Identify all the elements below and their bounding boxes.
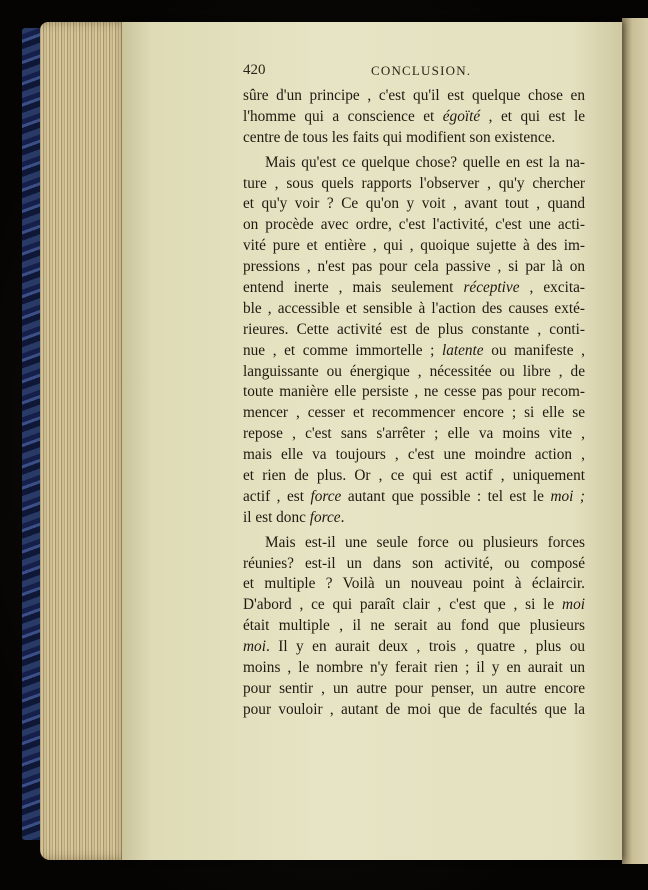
text-run: nue , et comme immortelle ; (243, 341, 442, 359)
text-run: Mais qu'est ce quelque chose? quelle en est la na- (265, 153, 585, 171)
running-title: CONCLUSION. (371, 63, 472, 78)
text-run: pressions , n'est pas pour cela passive , si par là on (243, 258, 585, 276)
text-run: l'homme qui a conscience et (243, 107, 443, 125)
text-run: ou manifeste , (483, 341, 585, 359)
text-run: ture , sous quels rapports l'observer , qu'y chercher (243, 174, 585, 192)
italic-word: moi (243, 638, 266, 656)
italic-word: égoïté (442, 107, 481, 125)
text-run: autant que possible : tel est le (341, 487, 551, 505)
text-line (243, 508, 585, 529)
text-run: on procède avec ordre, c'est l'activité, c'est une acti- (243, 216, 585, 234)
text-run: D'abord , ce qui paraît clair , c'est que , si le (243, 596, 563, 614)
text-line (243, 445, 585, 466)
italic-word: réceptive (463, 279, 520, 297)
text-run: il est donc (243, 508, 310, 526)
text-line (243, 107, 585, 128)
text-run: . (340, 508, 345, 526)
italic-word: latente (441, 341, 484, 359)
text-line (243, 637, 585, 658)
text-run: pour vouloir , autant de moi que de facultés que la (243, 700, 585, 718)
text-run: languissante ou énergique , nécessitée ou libre , de (243, 362, 585, 380)
text-run: et multiple ? Voilà un nouveau point à éclaircir. (243, 575, 585, 593)
body-text (243, 86, 585, 721)
text-run: et rien de plus. Or , ce qui est actif , uniquement (243, 467, 585, 485)
page-number: 420 (243, 62, 266, 78)
text-run: et qu'y voir ? Ce qu'on y voit , avant tout , quand (243, 195, 585, 213)
text-run: actif , est (243, 487, 311, 505)
text-run: moins , le nombre n'y ferait rien ; il y en aurait un (243, 659, 585, 677)
text-run: vité pure et entière , qui , quoique sujette à des im- (243, 237, 585, 255)
text-run: Mais est-il une seule force ou plusieurs forces (265, 533, 585, 551)
text-run: . Il y en aurait deux , trois , quatre , plus ou (265, 638, 585, 656)
italic-word: force (309, 508, 341, 526)
text-line (243, 299, 585, 320)
text-run: mencer , cesser et recommencer encore ; si elle se (243, 404, 585, 422)
italic-word: force (310, 487, 342, 505)
italic-word: moi ; (550, 487, 585, 505)
text-line (243, 153, 585, 174)
text-run: réunies? est-il un dans son activité, ou composé (243, 554, 585, 572)
italic-word: moi (562, 596, 585, 614)
text-line (243, 86, 585, 107)
text-line (243, 533, 585, 554)
running-head (243, 62, 585, 82)
text-line (243, 362, 585, 383)
text-line (243, 215, 585, 236)
text-line (243, 424, 585, 445)
text-line (243, 403, 585, 424)
text-line (243, 487, 585, 508)
text-line (243, 700, 585, 721)
text-line (243, 320, 585, 341)
text-run: rieures. Cette activité est de plus constante , conti- (243, 320, 585, 338)
text-run: mais elle va toujours , c'est une moindre action , (243, 446, 585, 464)
text-line (243, 554, 585, 575)
text-run: centre de tous les faits qui modifient son existence. (243, 128, 556, 146)
text-run: pour sentir , un autre pour penser, un autre encore (243, 679, 585, 697)
text-line (243, 128, 585, 149)
text-line (243, 679, 585, 700)
text-line (243, 278, 585, 299)
text-line (243, 616, 585, 637)
text-run: repose , c'est sans s'arrêter ; elle va moins vite , (243, 425, 585, 443)
text-line (243, 382, 585, 403)
text-line (243, 574, 585, 595)
text-run: toute manière elle persiste , ne cesse pas pour recom- (243, 383, 585, 401)
facing-page-edge (622, 18, 648, 864)
text-line (243, 341, 585, 362)
text-run: ble , accessible et sensible à l'action des causes exté- (243, 299, 585, 317)
text-run: sûre d'un principe , c'est qu'il est quelque chose en (243, 87, 585, 104)
text-line (243, 257, 585, 278)
text-run: était multiple , il ne serait au fond que plusieurs (243, 617, 585, 635)
text-line (243, 174, 585, 195)
text-line (243, 595, 585, 616)
page-block-edges (40, 22, 132, 860)
text-line (243, 236, 585, 257)
text-line (243, 658, 585, 679)
text-line (243, 194, 585, 215)
text-run: , excita- (519, 279, 585, 297)
text-line (243, 466, 585, 487)
text-run: entend inerte , mais seulement (243, 279, 464, 297)
text-run: , et qui est le (480, 107, 585, 125)
